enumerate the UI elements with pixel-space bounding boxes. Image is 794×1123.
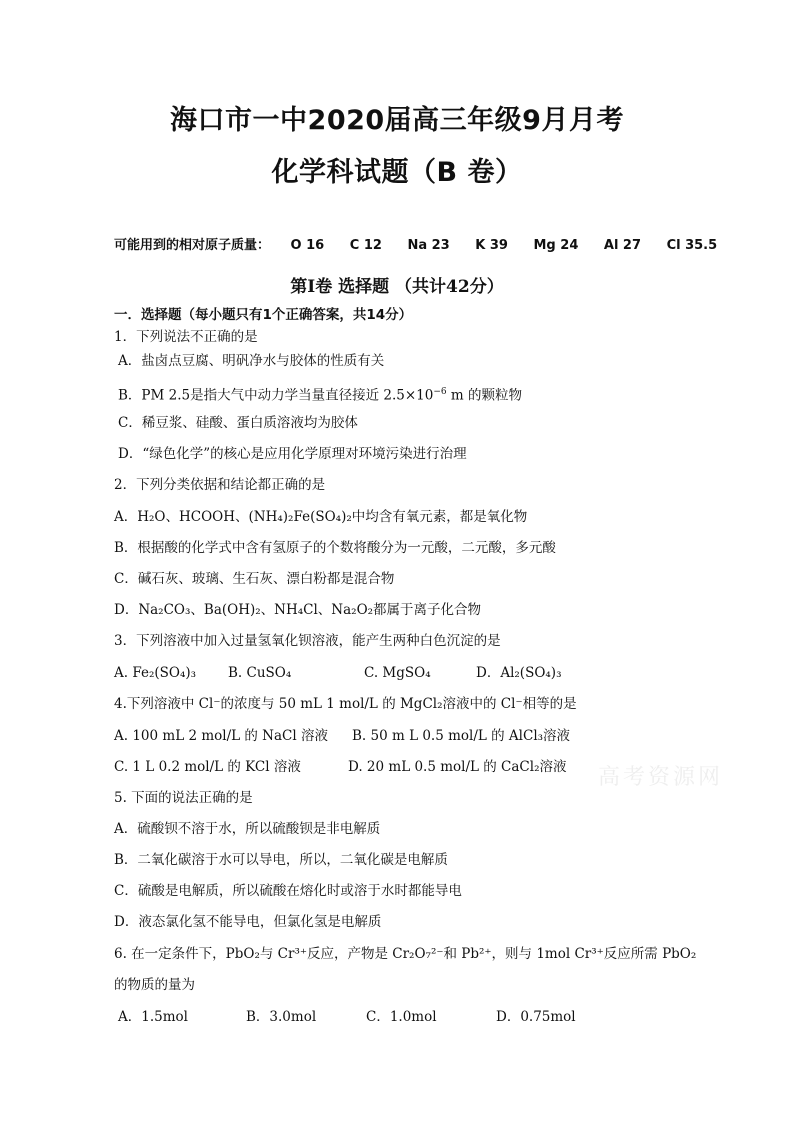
q3-option-d: D．Al₂(SO₄)₃ bbox=[476, 665, 562, 681]
q4-option-b: B. 50 m L 0.5 mol/L 的 AlCl₃溶液 bbox=[352, 728, 571, 744]
q3-option-a: A. Fe₂(SO₄)₃ bbox=[114, 665, 197, 681]
atomic-mass-k: K 39 bbox=[475, 238, 508, 253]
q4-stem: 4.下列溶液中 Cl⁻的浓度与 50 mL 1 mol/L 的 MgCl₂溶液中的 Cl⁻相等的是 bbox=[114, 696, 577, 712]
section-title: 第Ⅰ卷 选择题 （共计42分） bbox=[290, 277, 504, 297]
exam-subtitle: 化学科试题（B 卷） bbox=[271, 157, 523, 188]
q5-option-a: A．硫酸钡不溶于水，所以硫酸钡是非电解质 bbox=[114, 821, 381, 837]
atomic-mass-c: C 12 bbox=[349, 238, 382, 253]
q2-option-d: D．Na₂CO₃、Ba(OH)₂、NH₄Cl、Na₂O₂都属于离子化合物 bbox=[114, 602, 482, 618]
q5-option-c: C．硫酸是电解质，所以硫酸在熔化时或溶于水时都能导电 bbox=[114, 883, 462, 899]
q2-stem: 2．下列分类依据和结论都正确的是 bbox=[114, 477, 326, 493]
q2-option-b: B．根据酸的化学式中含有氢原子的个数将酸分为一元酸，二元酸，多元酸 bbox=[114, 540, 556, 556]
q2-option-c: C．碱石灰、玻璃、生石灰、漂白粉都是混合物 bbox=[114, 571, 395, 587]
q1-option-b-unit: m 的颗粒物 bbox=[446, 387, 523, 404]
q1-stem: 1．下列说法不正确的是 bbox=[114, 329, 258, 345]
q3-option-c: C. MgSO₄ bbox=[364, 665, 431, 681]
part-heading: 一．选择题（每小题只有1个正确答案，共14分） bbox=[114, 307, 413, 323]
q4-option-d: D. 20 mL 0.5 mol/L 的 CaCl₂溶液 bbox=[348, 759, 567, 775]
q5-stem: 5. 下面的说法正确的是 bbox=[114, 790, 253, 806]
q4-option-a: A. 100 mL 2 mol/L 的 NaCl 溶液 bbox=[114, 728, 328, 744]
q1-option-a: A．盐卤点豆腐、明矾净水与胶体的性质有关 bbox=[118, 353, 385, 369]
atomic-mass-al: Al 27 bbox=[603, 238, 642, 253]
q3-stem: 3．下列溶液中加入过量氢氧化钡溶液，能产生两种白色沉淀的是 bbox=[114, 633, 501, 649]
q5-option-b: B．二氧化碳溶于水可以导电，所以，二氧化碳是电解质 bbox=[114, 852, 448, 868]
atomic-masses bbox=[114, 234, 738, 253]
q3-option-b: B. CuSO₄ bbox=[228, 665, 292, 681]
atomic-mass-mg: Mg 24 bbox=[533, 238, 579, 253]
q1-option-b-text: B．PM 2.5是指大气中动力学当量直径接近 2.5×10 bbox=[118, 387, 434, 404]
watermark: 高考资源网 bbox=[598, 765, 724, 790]
q6-option-d: D．0.75mol bbox=[496, 1009, 576, 1025]
q6-stem-continued: 的物质的量为 bbox=[114, 977, 195, 993]
q6-option-c: C．1.0mol bbox=[366, 1009, 437, 1025]
q6-stem: 6. 在一定条件下，PbO₂与 Cr³⁺反应，产物是 Cr₂O₇²⁻和 Pb²⁺，则与 1mol Cr³⁺反应所需 PbO₂ bbox=[114, 946, 697, 962]
q1-option-d: D．“绿色化学”的核心是应用化学原理对环境污染进行治理 bbox=[118, 446, 467, 462]
atomic-mass-o: O 16 bbox=[290, 238, 325, 253]
q1-option-c: C．稀豆浆、硅酸、蛋白质溶液均为胶体 bbox=[118, 415, 358, 431]
atomic-mass-na: Na 23 bbox=[407, 238, 450, 253]
q1-option-b-exponent: −6 bbox=[433, 387, 447, 397]
atomic-mass-cl: Cl 35.5 bbox=[666, 238, 718, 253]
exam-title: 海口市一中2020届高三年级9月月考 bbox=[170, 105, 624, 136]
atomic-masses-label: 可能用到的相对原子质量： bbox=[114, 238, 271, 253]
q4-option-c: C. 1 L 0.2 mol/L 的 KCl 溶液 bbox=[114, 759, 301, 775]
q6-option-a: A．1.5mol bbox=[118, 1009, 188, 1025]
q1-option-b bbox=[118, 383, 522, 405]
q6-option-b: B．3.0mol bbox=[246, 1009, 317, 1025]
q5-option-d: D．液态氯化氢不能导电，但氯化氢是电解质 bbox=[114, 914, 382, 930]
q2-option-a: A．H₂O、HCOOH、(NH₄)₂Fe(SO₄)₂中均含有氧元素，都是氧化物 bbox=[114, 509, 528, 525]
